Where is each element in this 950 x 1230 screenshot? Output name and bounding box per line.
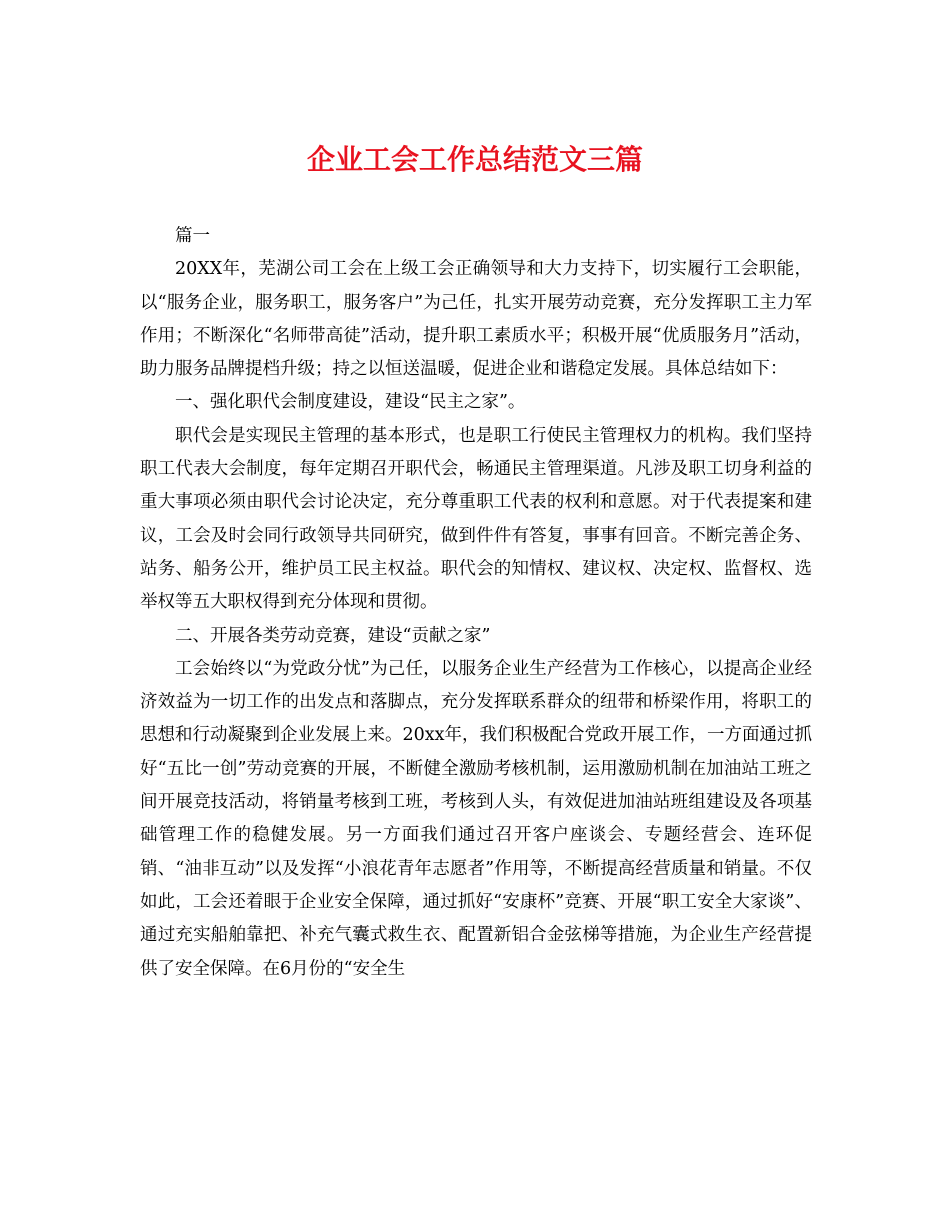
document-body [140,220,812,986]
paragraph-section-2: 工会始终以“为党政分忧”为己任，以服务企业生产经营为工作核心，以提高企业经济效益为一切工作的出发点和落脚点，充分发挥联系群众的纽带和桥梁作用，将职工的思想和行动凝聚到企业发展上来。20xx年，我们积极配合党政开展工作，一方面通过抓好“五比一创”劳动竞赛的开展，不断健全激励考核机制，运用激励机制在加油站工班之间开展竞技活动，将销量考核到工班，考核到人头，有效促进加油站班组建设及各项基础管理工作的稳健发展。另一方面我们通过召开客户座谈会、专题经营会、连环促销、“油非互动”以及发挥“小浪花青年志愿者”作用等，不断提高经营质量和销量。不仅如此，工会还着眼于企业安全保障，通过抓好“安康杯”竞赛、开展“职工安全大家谈”、通过充实船舶靠把、补充气囊式救生衣、配置新铝合金弦梯等措施，为企业生产经营提供了安全保障。在6月份的“安全生 [140,658,813,979]
paragraph-intro: 20XX年，芜湖公司工会在上级工会正确领导和大力支持下，切实履行工会职能，以“服务企业，服务职工，服务客户”为己任，扎实开展劳动竞赛，充分发挥职工主力军作用；不断深化“名师带高徒”活动，提升职工素质水平；积极开展“优质服务月”活动，助力服务品牌提档升级；持之以恒送温暖，促进企业和谐稳定发展。具体总结如下： [140,259,812,380]
paragraph-section-1: 职代会是实现民主管理的基本形式，也是职工行使民主管理权力的机构。我们坚持职工代表大会制度，每年定期召开职代会，畅通民主管理渠道。凡涉及职工切身利益的重大事项必须由职代会讨论决定，充分尊重职工代表的权利和意愿。对于代表提案和建议，工会及时会同行政领导共同研究，做到件件有答复，事事有回音。不断完善企务、站务、船务公开，维护员工民主权益。职代会的知情权、建议权、决定权、监督权、选举权等五大职权得到充分体现和贯彻。 [140,425,812,613]
section-heading-2: 二、开展各类劳动竞赛，建设“贡献之家” [175,625,491,646]
document-title: 企业工会工作总结范文三篇 [306,143,643,176]
section-heading-1: 一、强化职代会制度建设，建设“民主之家”。 [175,392,526,413]
section-label: 篇一 [175,226,210,246]
